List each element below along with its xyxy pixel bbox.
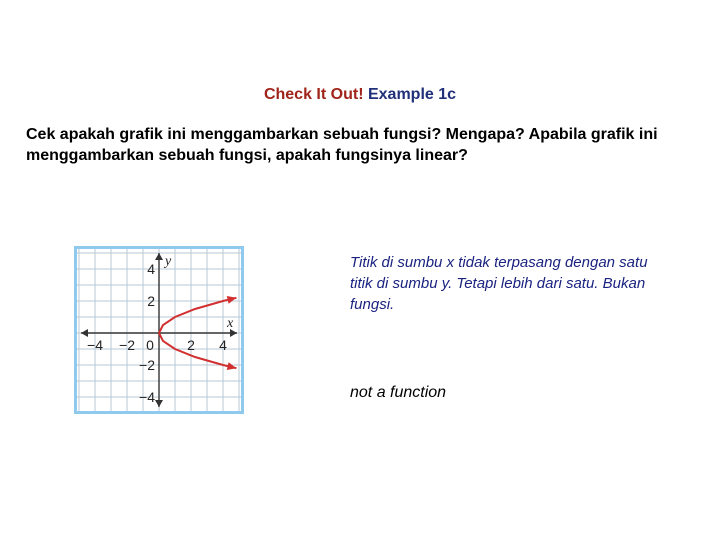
question-text: Cek apakah grafik ini menggambarkan sebuah fungsi? Mengapa? Apabila grafik ini menggambarkan sebuah fungsi, apakah fungsinya linear?	[26, 126, 658, 164]
graph-frame	[74, 246, 244, 414]
answer-text: Titik di sumbu x tidak terpasang dengan satu titik di sumbu y. Tetapi lebih dari satu. Bukan fungsi.	[350, 254, 648, 313]
y-axis-arrow-down	[155, 400, 163, 407]
slide-title	[0, 86, 720, 104]
note-text: not a function	[350, 384, 447, 401]
x-tick-label: −4	[87, 337, 103, 353]
title-check-it-out: Check It Out!	[263, 86, 364, 103]
x-tick-label: 4	[219, 337, 227, 353]
title-example: Example 1c	[367, 86, 457, 103]
curve-upper-branch	[159, 298, 236, 333]
y-tick-label: −4	[139, 389, 155, 405]
y-axis-arrow-up	[155, 253, 163, 260]
y-axis-label: y	[165, 254, 172, 269]
y-tick-label: −2	[139, 357, 155, 373]
x-axis-arrow-left	[81, 329, 88, 337]
x-tick-label: 2	[187, 337, 195, 353]
y-tick-label: 2	[147, 293, 155, 309]
x-tick-label: −2	[119, 337, 135, 353]
y-tick-label: 4	[147, 261, 155, 277]
x-tick-label: 0	[146, 337, 154, 353]
axes	[81, 253, 237, 407]
x-axis-label: x	[227, 316, 234, 331]
function-graph	[77, 249, 241, 411]
